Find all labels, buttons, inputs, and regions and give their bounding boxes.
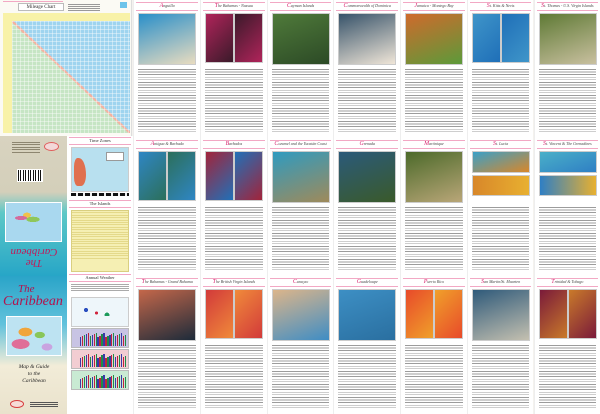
panel-photo	[405, 13, 463, 65]
panel-header	[136, 2, 198, 11]
row-headers	[3, 13, 12, 133]
panel-title: St. Kitts & Nevis	[486, 3, 515, 9]
panel-photo	[338, 289, 396, 341]
panel-body-text	[405, 344, 463, 410]
panel-body-text	[272, 68, 330, 134]
panel-body-text	[405, 206, 463, 272]
panel-photo	[472, 289, 530, 341]
island-panel-st-kitts-nevis	[467, 0, 534, 138]
weather-chart-2	[71, 349, 129, 369]
panel-body-text	[205, 206, 263, 272]
mileage-chart-note	[68, 3, 100, 13]
panel-photo	[272, 13, 330, 65]
panel-title: Cayman Islands	[286, 3, 315, 9]
panel-photo	[234, 289, 263, 339]
panel-header	[403, 140, 465, 149]
island-panel-the-british-virgin-islands	[200, 276, 267, 414]
panel-photo	[167, 151, 196, 201]
panel-header	[203, 2, 265, 11]
panel-header	[336, 2, 398, 11]
panel-header	[403, 2, 465, 11]
island-panel-barbados	[200, 138, 267, 276]
panel-header	[537, 140, 599, 149]
panel-title: Puerto Rico	[423, 279, 445, 285]
panel-title: The British Virgin Islands	[212, 279, 256, 285]
cover-map-inverted	[5, 202, 62, 242]
reference-column	[67, 136, 133, 414]
publisher-logo-icon	[10, 400, 24, 408]
cover-subtitle	[6, 364, 62, 385]
panel-title: St. Thomas - U.S. Virgin Islands	[541, 3, 594, 9]
island-panel-trinidad-tobago	[534, 276, 600, 414]
panel-photo	[205, 13, 234, 63]
island-panel-commonwealth-of-dominica	[333, 0, 400, 138]
island-panel-cozumel-and-the-yucat-n-coast	[267, 138, 334, 276]
panel-photo	[501, 13, 530, 63]
panel-title: San Martin/St. Maarten	[481, 279, 521, 285]
panel-photo	[568, 289, 597, 339]
subtitle-line: Map & Guide	[18, 364, 50, 370]
mileage-grid	[12, 21, 130, 133]
island-panel-st-thomas-u-s-virgin-islands	[534, 0, 600, 138]
island-panel-anguilla	[133, 0, 200, 138]
weather-title: Annual Weather	[67, 273, 133, 283]
panel-title: Curaçao	[292, 279, 309, 285]
panel-photo	[405, 289, 434, 339]
islands-title: The Islands	[67, 199, 133, 209]
time-zones-map	[71, 147, 129, 192]
panel-header	[336, 278, 398, 287]
panel-photo	[405, 151, 463, 203]
publisher-text	[30, 401, 58, 408]
panel-photo	[434, 289, 463, 339]
island-panel-grenada	[333, 138, 400, 276]
panel-photo	[234, 13, 263, 63]
panel-body-text	[272, 206, 330, 272]
panel-photo	[539, 151, 597, 173]
panel-body-text	[338, 344, 396, 410]
panel-body-text	[138, 68, 196, 134]
barcode-icon	[17, 169, 43, 182]
cover-title-the: The	[18, 283, 35, 295]
panel-header	[270, 140, 332, 149]
panel-body-text	[472, 206, 530, 272]
island-panel-antigua-barbuda	[133, 138, 200, 276]
panel-title: St. Lucia	[493, 141, 509, 147]
panel-photo	[205, 289, 234, 339]
island-panel-st-lucia	[467, 138, 534, 276]
panel-photo	[205, 151, 234, 201]
panel-body-text	[338, 68, 396, 134]
legend-badge	[120, 2, 127, 8]
front-cover	[0, 276, 67, 414]
island-panel-guadeloupe	[333, 276, 400, 414]
divider	[3, 1, 63, 2]
panel-title: Jamaica - Montego Bay	[414, 3, 454, 9]
island-panel-cayman-islands	[267, 0, 334, 138]
panel-body-text	[205, 344, 263, 410]
panel-body-text	[405, 68, 463, 134]
panel-body-text	[338, 206, 396, 272]
panel-body-text	[539, 344, 597, 410]
panel-photo	[338, 13, 396, 65]
panel-body-text	[539, 206, 597, 272]
inverted-title: The Caribbean	[10, 246, 58, 269]
panel-title: Grenada	[359, 141, 375, 147]
column-headers	[12, 13, 130, 21]
publisher-logo-icon	[44, 142, 59, 151]
panel-header	[537, 2, 599, 11]
panel-header	[270, 2, 332, 11]
panel-title: Commonwealth of Dominica	[343, 3, 391, 9]
panel-photo	[539, 175, 597, 196]
panel-header	[203, 278, 265, 287]
island-panel-the-bahamas-grand-bahama	[133, 276, 200, 414]
weather-chart-3	[71, 370, 129, 390]
time-zones-title: Time Zones	[67, 136, 133, 146]
panel-photo	[472, 151, 530, 173]
island-panel-jamaica-montego-bay	[400, 0, 467, 138]
island-panel-san-martin-st-maarten	[467, 276, 534, 414]
panel-photo	[472, 13, 501, 63]
panel-title: The Bahamas - Grand Bahama	[141, 279, 193, 285]
panel-header	[470, 278, 532, 287]
panel-header	[537, 278, 599, 287]
weather-text	[71, 284, 129, 296]
island-panel-puerto-rico	[400, 276, 467, 414]
panel-body-text	[205, 68, 263, 134]
panel-header	[136, 278, 198, 287]
panel-photo	[539, 289, 568, 339]
panel-photo	[472, 175, 530, 196]
panel-body-text	[138, 344, 196, 410]
panel-title: Antigua & Barbuda	[150, 141, 184, 147]
island-panel-cura-ao	[267, 276, 334, 414]
panel-title: St. Vincent & The Grenadines	[543, 141, 592, 147]
panel-photo	[138, 13, 196, 65]
islands-table	[71, 210, 129, 272]
back-cover-text	[12, 140, 40, 156]
back-cover	[0, 136, 67, 276]
island-panel-st-vincent-the-grenadines	[534, 138, 600, 276]
panel-photo	[272, 289, 330, 341]
panel-body-text	[272, 344, 330, 410]
panel-photo	[338, 151, 396, 203]
panel-title: Barbados	[225, 141, 243, 147]
island-panel-martinique	[400, 138, 467, 276]
panel-body-text	[138, 206, 196, 272]
subtitle-line: Caribbean	[22, 378, 46, 384]
mileage-chart	[0, 0, 132, 136]
panel-header	[203, 140, 265, 149]
panel-body-text	[472, 344, 530, 410]
panel-photo	[539, 13, 597, 65]
panel-header	[403, 278, 465, 287]
panel-header	[136, 140, 198, 149]
panel-header	[270, 278, 332, 287]
mileage-chart-title: Mileage Chart	[18, 3, 64, 11]
panel-photo	[272, 151, 330, 203]
panel-photo	[234, 151, 263, 201]
panel-photo	[138, 151, 167, 201]
subtitle-line: to the	[27, 371, 41, 377]
panel-title: Cozumel and the Yucatán Coast	[274, 141, 327, 147]
cover-title: Caribbean	[3, 294, 63, 309]
panel-title: Guadeloupe	[356, 279, 378, 285]
panel-photo	[138, 289, 196, 341]
panel-body-text	[539, 68, 597, 134]
cover-map	[6, 316, 62, 356]
panel-body-text	[472, 68, 530, 134]
panel-title: Martinique	[424, 141, 444, 147]
panel-title: Anguilla	[159, 3, 175, 9]
panel-header	[470, 140, 532, 149]
weather-map	[71, 297, 129, 327]
time-zones-scale	[71, 193, 129, 196]
panel-header	[336, 140, 398, 149]
island-panel-the-bahamas-nassau	[200, 0, 267, 138]
panel-title: The Bahamas - Nassau	[214, 3, 253, 9]
weather-chart-1	[71, 328, 129, 348]
panel-title: Trinidad & Tobago	[551, 279, 584, 285]
panel-header	[470, 2, 532, 11]
